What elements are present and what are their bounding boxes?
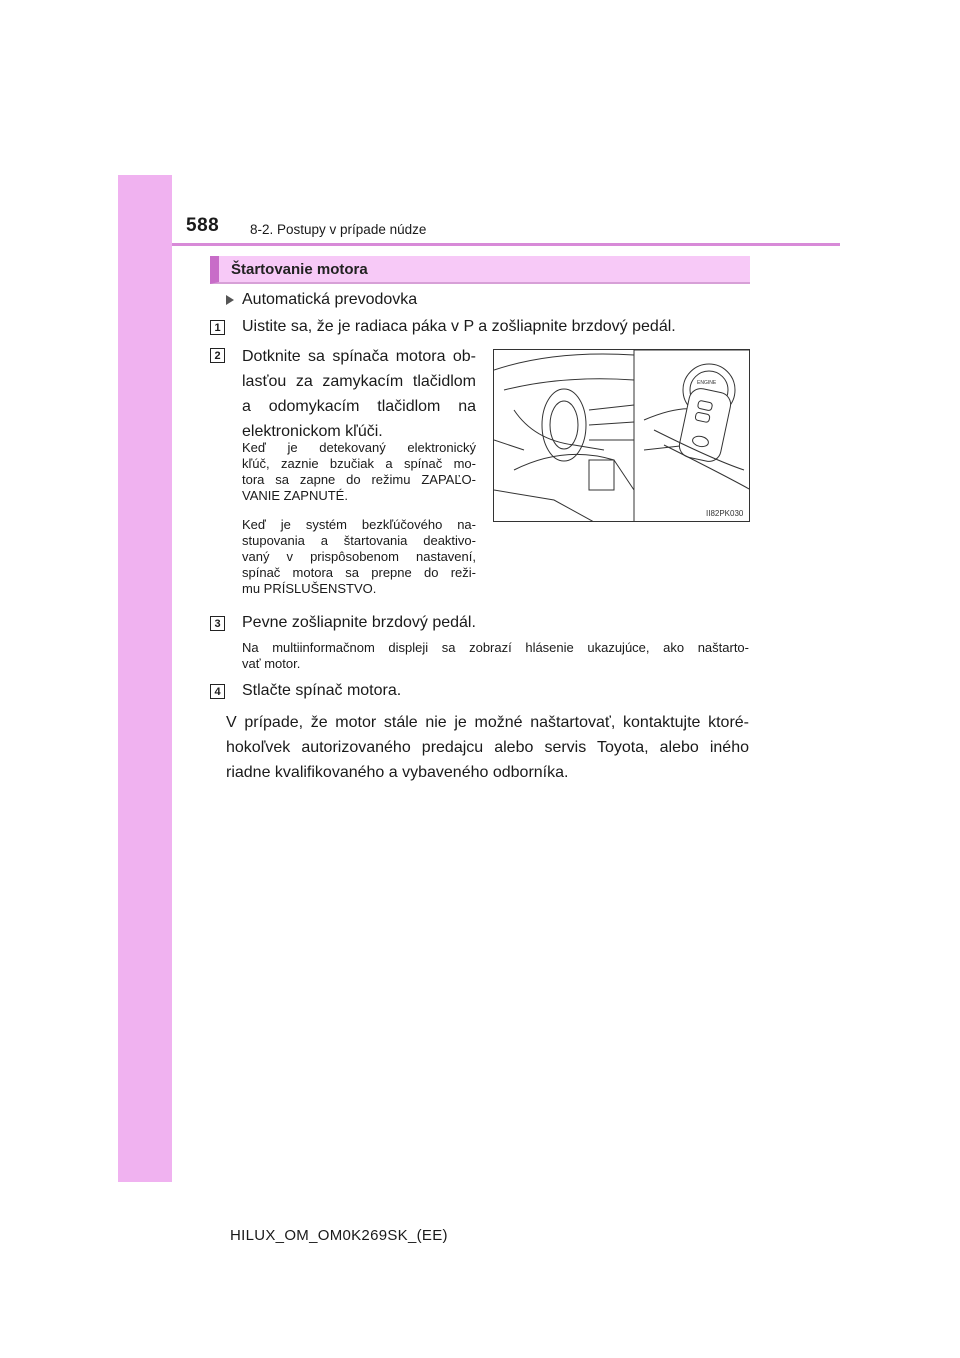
step-2-note-b: Keď je systém bezkľúčového na- stupovania a štartovania deaktivo- vaný v prispôsobenom nastavení, spínač motora sa prepne do reži- mu PRÍSLUŠENSTVO.	[242, 517, 476, 596]
step-number-1: 1	[210, 320, 225, 335]
chapter-side-band	[118, 175, 172, 1182]
step-number-3: 3	[210, 616, 225, 631]
step-number-4: 4	[210, 684, 225, 699]
triangle-bullet-icon	[225, 294, 235, 306]
page-number: 588	[186, 215, 220, 236]
illustration-code: II82PK030	[706, 509, 744, 518]
step-3-note: Na multiinformačnom displeji sa zobrazí hlásenie ukazujúce, ako naštarto- vať motor.	[242, 640, 749, 671]
step-1-text: Uistite sa, že je radiaca páka v P a zošliapnite brzdový pedál.	[242, 318, 676, 335]
chapter-title: 8-2. Postupy v prípade núdze	[250, 222, 427, 237]
header-divider	[172, 243, 840, 246]
engine-button-label: ENGINE	[697, 380, 717, 386]
subheading: Automatická prevodovka	[242, 291, 418, 308]
step-2-note-a: Keď je detekovaný elektronický kľúč, zaznie bzučiak a spínač mo- tora sa zapne do režimu ZAPAĽO- VANIE ZAPNUTÉ.	[242, 440, 476, 503]
step-2-text: Dotknite sa spínača motora ob- lasťou za zamykacím tlačidlom a odomykacím tlačidlom na elektronickom kľúči.	[242, 348, 476, 440]
section-header	[210, 256, 750, 284]
document-id-footer: HILUX_OM_OM0K269SK_(EE)	[230, 1227, 448, 1244]
step-4-text: Stlačte spínač motora.	[242, 682, 402, 699]
section-title: Štartovanie motora	[231, 261, 368, 278]
closing-paragraph: V prípade, že motor stále nie je možné naštartovať, kontaktujte ktoré- hokoľvek autorizovaného predajcu alebo servis Toyota, alebo iného riadne kvalifikovaného a vybaveného odborníka.	[226, 714, 749, 781]
car-interior-illustration	[494, 350, 750, 522]
engine-start-illustration	[493, 349, 750, 522]
step-number-2: 2	[210, 348, 225, 363]
step-3-text: Pevne zošliapnite brzdový pedál.	[242, 614, 476, 631]
